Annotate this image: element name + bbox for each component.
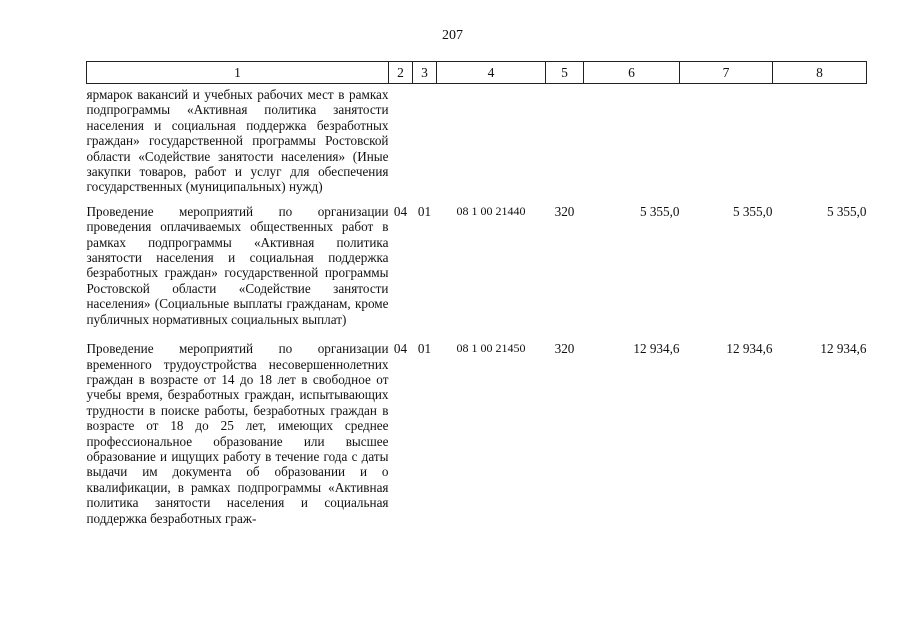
cell-amount-1: 12 934,6 <box>633 341 680 357</box>
cell-amount-2: 12 934,6 <box>726 341 773 357</box>
cell-expense-type: 320 <box>554 203 575 219</box>
cell-target-article: 08 1 00 21450 <box>456 341 526 356</box>
cell-amount-2: 5 355,0 <box>732 203 773 219</box>
cell-target-article <box>437 84 546 203</box>
cell-subsection: 01 <box>417 203 432 219</box>
cell-amount-3: 12 934,6 <box>820 341 867 357</box>
cell-amount-1 <box>584 84 680 203</box>
column-header-4: 4 <box>437 62 546 84</box>
column-header-5: 5 <box>546 62 584 84</box>
column-header-8: 8 <box>773 62 867 84</box>
budget-table <box>86 61 867 526</box>
cell-amount-2 <box>680 84 773 203</box>
table-header-row <box>87 62 867 84</box>
column-header-2: 2 <box>389 62 413 84</box>
table-row <box>87 203 867 341</box>
cell-subsection <box>413 84 437 203</box>
page-number: 207 <box>442 28 463 43</box>
cell-section: 04 <box>393 341 408 357</box>
row-description: Проведение мероприятий по организации проведения оплачиваемых общественных работ в рамках подпрограммы «Активная политика занятости населения и социальная поддержка безработных граждан» государственной программы Ростовской области «Содействие занятости населения» (Социальные выплаты гражданам, кроме публичных нормативных социальных выплат) <box>86 203 389 327</box>
cell-expense-type: 320 <box>554 341 575 357</box>
cell-section <box>389 84 413 203</box>
table-row <box>87 84 867 203</box>
row-description: ярмарок вакансий и учебных рабочих мест в рамках подпрограммы «Активная политика занятости населения и социальная поддержка безработных граждан» государственной программы Ростовской области «Содействие занятости населения» (Иные закупки товаров, работ и услуг для обеспечения государственных (муниципальных) нужд) <box>86 87 389 195</box>
cell-subsection: 01 <box>417 341 432 357</box>
column-header-3: 3 <box>413 62 437 84</box>
cell-target-article: 08 1 00 21440 <box>456 203 526 218</box>
column-header-1: 1 <box>87 62 389 84</box>
cell-amount-3: 5 355,0 <box>826 203 867 219</box>
table-row <box>87 341 867 526</box>
cell-expense-type <box>546 84 584 203</box>
cell-section: 04 <box>393 203 408 219</box>
column-header-7: 7 <box>680 62 773 84</box>
cell-amount-1: 5 355,0 <box>639 203 680 219</box>
column-header-6: 6 <box>584 62 680 84</box>
row-description: Проведение мероприятий по организации временного трудоустройства несовершеннолетних граждан в возрасте от 14 до 18 лет в свободное от учебы время, безработных граждан, испытывающих трудности в поиске работы, безработных граждан в возрасте от 18 до 25 лет, имеющих среднее профессиональное образование или высшее образование и ищущих работу в течение года с даты выдачи им документа об образовании и о квалификации, в рамках подпрограммы «Активная политика занятости населения и социальная поддержка безработных граж- <box>86 341 389 526</box>
cell-amount-3 <box>773 84 867 203</box>
